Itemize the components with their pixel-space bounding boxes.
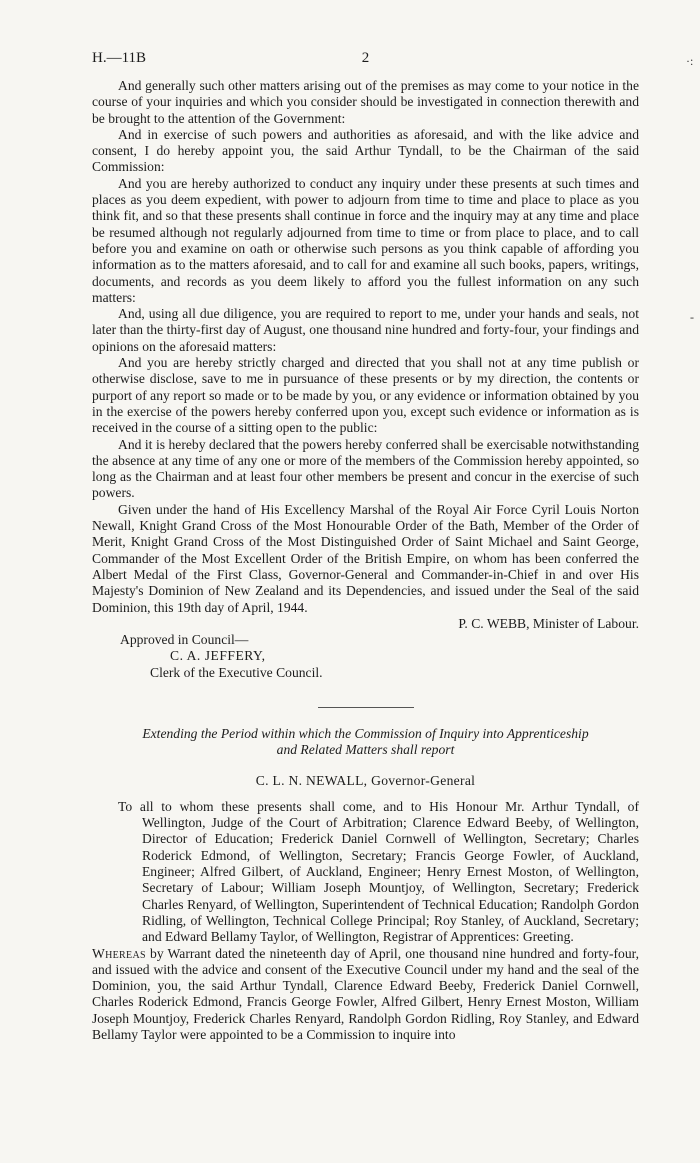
paragraph: And you are hereby strictly charged and directed that you shall not at any time publish or otherwise disclose, save to me in pursuance of these presents or by my direction, the contents or purport of any report so made or to be made by you, or any evidence or information obtained by you in the exercise of the powers hereby conferred upon you, except such evidence or information as is received in the course of a sitting open to the public: — [92, 355, 639, 436]
margin-mark: - — [690, 310, 694, 324]
paragraph: And you are hereby authorized to conduct any inquiry under these presents at such times and places as you deem expedient, with power to adjourn from time to time and place to place as you think fit, and so that these presents shall continue in force and the inquiry may at any time and place be resumed although not regularly adjourned from time to time or from place to place, and to call before you and examine on oath or otherwise such persons as you think capable of affording you information as to the matters aforesaid, and to call for and examine all such books, papers, writings, documents, and records as you deem likely to afford you the fullest information on any such matters: — [92, 175, 639, 305]
paragraph: Given under the hand of His Excellency Marshal of the Royal Air Force Cyril Louis Norton Newall, Knight Grand Cross of the Most Honourable Order of the Bath, Member of the Order of Merit, Knight Grand Cross of the Most Distinguished Order of Saint Michael and Saint George, Commander of the Most Excellent Order of the British Empire, on whom has been conferred the Albert Medal of the First Class, Governor-General and Commander-in-Chief in and over His Majesty's Dominion of New Zealand and its Dependencies, and issued under the Seal of the said Dominion, this 19th day of April, 1944. — [92, 501, 639, 615]
approved-line: Approved in Council— — [120, 632, 249, 648]
page-number: 2 — [361, 50, 370, 66]
section-divider — [318, 707, 414, 708]
document-reference: H.—11B — [92, 50, 147, 66]
whereas-paragraph — [92, 946, 639, 1044]
section-heading-line-1: Extending the Period within which the Commission of Inquiry into Apprenticeship — [142, 725, 589, 741]
clerk-name: C. A. JEFFERY, — [170, 648, 266, 664]
paragraph: And generally such other matters arising out of the premises as may come to your notice in the course of your inquiries and which you consider should be investigated in connection therewith and be brought to the attention of the Government: — [92, 78, 639, 126]
whereas-word: Whereas — [92, 945, 146, 961]
paragraph: And in exercise of such powers and authorities as aforesaid, and with the like advice and consent, I do hereby appoint you, the said Arthur Tyndall, to be the Chairman of the said Commission: — [92, 126, 639, 175]
margin-mark: ·: — [686, 54, 694, 68]
governor-general-line: C. L. N. NEWALL, Governor-General — [255, 772, 476, 788]
clerk-title: Clerk of the Executive Council. — [150, 664, 323, 680]
page-header — [92, 50, 639, 78]
greeting-paragraph: To all to whom these presents shall come, and to His Honour Mr. Arthur Tyndall, of Wellington, Judge of the Court of Arbitration; Clarence Edward Beeby, of Wellington, Director of Education; Frederick Daniel Cornwell of Wellington, Secretary; Charles Roderick Edmond, of Wellington, Secretary; Francis George Fowler, of Auckland, Engineer; Alfred Gilbert, of Auckland, Engineer; Henry Ernest Moston, of Wellington, Secretary of Labour; William Joseph Mountjoy, of Wellington, Secretary; Frederick Charles Renyard, of Wellington, Superintendent of Technical Education; Randolph Gordon Ridling, of Wellington, Technical College Principal; Roy Stanley, of Auckland, Secretary; and Edward Bellamy Taylor, of Wellington, Registrar of Apprentices: Greeting. — [118, 798, 639, 945]
whereas-text: by Warrant dated the nineteenth day of April, one thousand nine hundred and forty-four, and issued with the advice and consent of the Executive Council under my hand and the seal of the Dominion, you, the said Arthur Tyndall, Clarence Edward Beeby, Frederick Daniel Cornwell, Charles Roderick Edmond, Francis George Fowler, Alfred Gilbert, Henry Ernest Moston, William Joseph Mountjoy, Frederick Charles Renyard, Randolph Gordon Ridling, Roy Stanley, and Edward Bellamy Taylor were appointed to be a Commission to inquire into — [92, 945, 639, 1043]
minister-signature: P. C. WEBB, Minister of Labour. — [458, 615, 639, 631]
paragraph: And, using all due diligence, you are required to report to me, under your hands and seals, not later than the thirty-first day of August, one thousand nine hundred and forty-four, your findings and opinions on the aforesaid matters: — [92, 306, 639, 354]
document-page — [92, 50, 639, 1043]
paragraph: And it is hereby declared that the powers hereby conferred shall be exercisable notwithstanding the absence at any time of any one or more of the members of the Commission hereby appointed, so long as the Chairman and at least four other members be present and concur in the exercise of such powers. — [92, 436, 639, 501]
section-heading-line-2: and Related Matters shall report — [276, 742, 455, 758]
